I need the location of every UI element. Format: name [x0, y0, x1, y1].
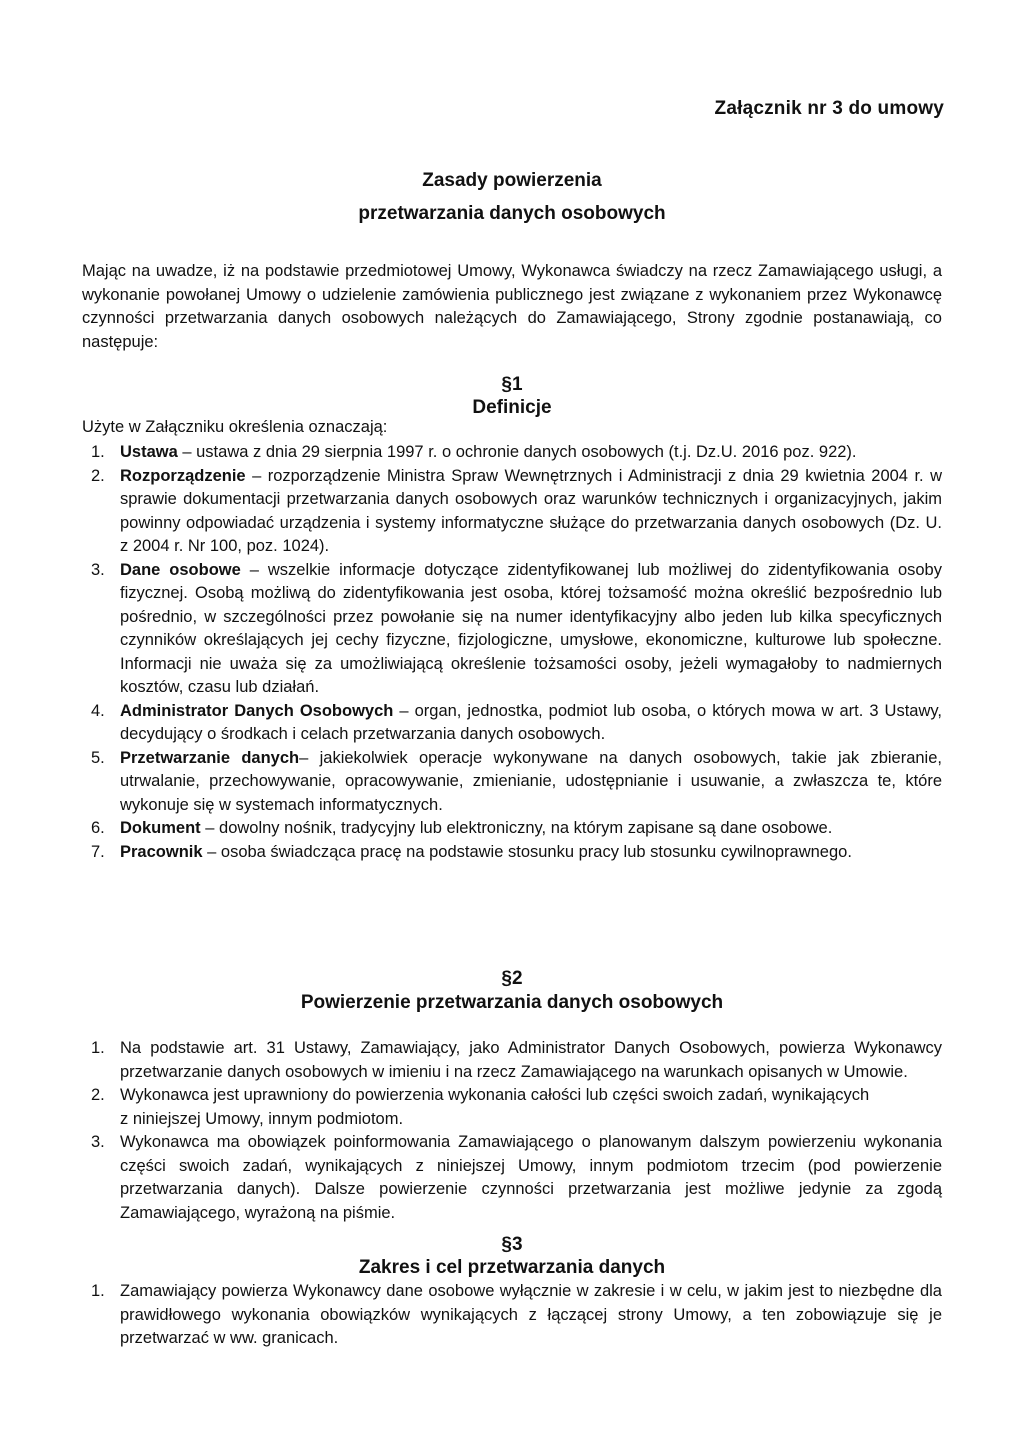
item-number: 3. — [91, 1133, 105, 1151]
item-term: Dokument — [120, 819, 201, 837]
list-item — [82, 700, 942, 747]
section-3-list — [82, 1280, 942, 1351]
document-title-line-2: przetwarzania danych osobowych — [358, 203, 666, 224]
list-item — [82, 1131, 942, 1225]
item-number: 1. — [91, 443, 105, 461]
item-text: Wykonawca ma obowiązek poinformowania Zamawiającego o planowanym dalszym powierzeniu wykonania części swoich zadań, wynikających z niniejszej Umowy, innym podmiotom trzecim (pod powierzenie przetwarzania danych). Dalsze powierzenie czynności przetwarzania jest możliwe jedynie za zgodą Zamawiającego, wyrażoną na piśmie. — [120, 1133, 942, 1222]
document-title-line-1: Zasady powierzenia — [422, 170, 602, 191]
section-2-list — [82, 1037, 942, 1225]
item-text: – ustawa z dnia 29 sierpnia 1997 r. o ochronie danych osobowych (t.j. Dz.U. 2016 poz. 922). — [177, 443, 857, 461]
item-text: Na podstawie art. 31 Ustawy, Zamawiający, jako Administrator Danych Osobowych, powierza Wykonawcy przetwarzanie danych osobowych w imieniu i na rzecz Zamawiającego na warunkach opisanych w Umowie. — [120, 1039, 942, 1081]
list-item — [82, 1280, 942, 1351]
item-term: Pracownik — [120, 842, 203, 861]
definitions-list — [82, 441, 942, 864]
list-item — [82, 747, 942, 818]
intro-paragraph: Mając na uwadze, iż na podstawie przedmiotowej Umowy, Wykonawca świadczy na rzecz Zamawiającego usługi, a wykonanie powołanej Umowy o udzielenie zamówienia publicznego jest związane z wykonaniem przez Wykonawcę czynności przetwarzania danych osobowych należących do Zamawiającego, Strony zgodnie postanawiają, co następuje: — [82, 262, 942, 351]
item-text: – osoba świadcząca pracę na podstawie stosunku pracy lub stosunku cywilnoprawnego. — [202, 842, 852, 861]
item-number: 2. — [91, 1086, 105, 1104]
section-3-sign: §3 — [501, 1234, 523, 1255]
item-term: Przetwarzanie danych — [120, 748, 300, 767]
item-number: 6. — [91, 819, 105, 837]
item-text: – organ, jednostka, podmiot lub osoba, o których mowa w art. 3 Ustawy, decydujący o środkach i celach przetwarzania danych osobowych. — [120, 701, 942, 743]
item-text: Wykonawca jest uprawniony do powierzenia wykonania całości lub części swoich zadań, wynikających — [120, 1086, 870, 1104]
item-term: Ustawa — [120, 443, 178, 461]
section-1-heading: Definicje — [472, 397, 552, 418]
list-item — [82, 841, 942, 865]
item-term: Rozporządzenie — [120, 466, 246, 485]
list-item — [82, 1084, 942, 1131]
item-number: 1. — [91, 1039, 105, 1057]
section-1-sign: §1 — [501, 374, 523, 395]
item-text: Zamawiający powierza Wykonawcy dane osobowe wyłącznie w zakresie i w celu, w jakim jest to niezbędne dla prawidłowego wykonania obowiązków wynikających z łączącej strony Umowy, a ten zobowiązuje się je przetwarzać w ww. granicach. — [120, 1282, 942, 1347]
section-1-lead: Użyte w Załączniku określenia oznaczają: — [82, 418, 388, 436]
list-item — [82, 441, 942, 465]
item-number: 1. — [91, 1282, 105, 1300]
item-term: Dane osobowe — [120, 560, 241, 579]
list-item — [82, 465, 942, 559]
annex-label: Załącznik nr 3 do umowy — [714, 98, 944, 119]
item-number: 7. — [91, 842, 105, 861]
section-3-heading: Zakres i cel przetwarzania danych — [358, 1257, 666, 1278]
section-2-sign: §2 — [501, 968, 523, 989]
list-item — [82, 1037, 942, 1084]
item-text: – rozporządzenie Ministra Spraw Wewnętrznych i Administracji z dnia 29 kwietnia 2004 r. w sprawie dokumentacji przetwarzania danych osobowych oraz warunków technicznych i organizacyjnych, jakim powinny odpowiadać urządzenia i systemy informatyczne służące do przetwarzania danych osobowych (Dz. U. z 2004 r. Nr 100, poz. 1024). — [120, 466, 942, 555]
list-item — [82, 559, 942, 700]
item-text: – dowolny nośnik, tradycyjny lub elektroniczny, na którym zapisane są dane osobowe. — [200, 819, 833, 837]
item-text: – jakiekolwiek operacje wykonywane na danych osobowych, takie jak zbieranie, utrwalanie, przechowywanie, opracowywanie, zmienianie, udostępnianie i usuwanie, a zwłaszcza te, które wykonuje się w systemach informatycznych. — [120, 748, 942, 814]
item-number: 4. — [91, 701, 105, 720]
item-text: – wszelkie informacje dotyczące zidentyfikowanej lub możliwej do zidentyfikowania osoby fizycznej. Osobą możliwą do zidentyfikowania jest osoba, której tożsamość można określić bezpośrednio lub pośrednio, w szczególności przez powołanie się na numer identyfikacyjny albo jeden lub kilka specyficznych czynników określających jej cechy fizyczne, fizjologiczne, umysłowe, ekonomiczne, kulturowe lub społeczne. Informacji nie uważa się za umożliwiającą określenie tożsamości osoby, jeżeli wymagałoby to nadmiernych kosztów, czasu lub działań. — [120, 560, 942, 696]
item-number: 2. — [91, 466, 105, 485]
section-2-heading: Powierzenie przetwarzania danych osobowych — [300, 992, 724, 1013]
item-number: 3. — [91, 560, 105, 579]
item-text-continued: z niniejszej Umowy, innym podmiotom. — [120, 1109, 404, 1128]
list-item — [82, 817, 942, 841]
item-term: Administrator Danych Osobowych — [120, 701, 394, 720]
item-number: 5. — [91, 748, 105, 767]
